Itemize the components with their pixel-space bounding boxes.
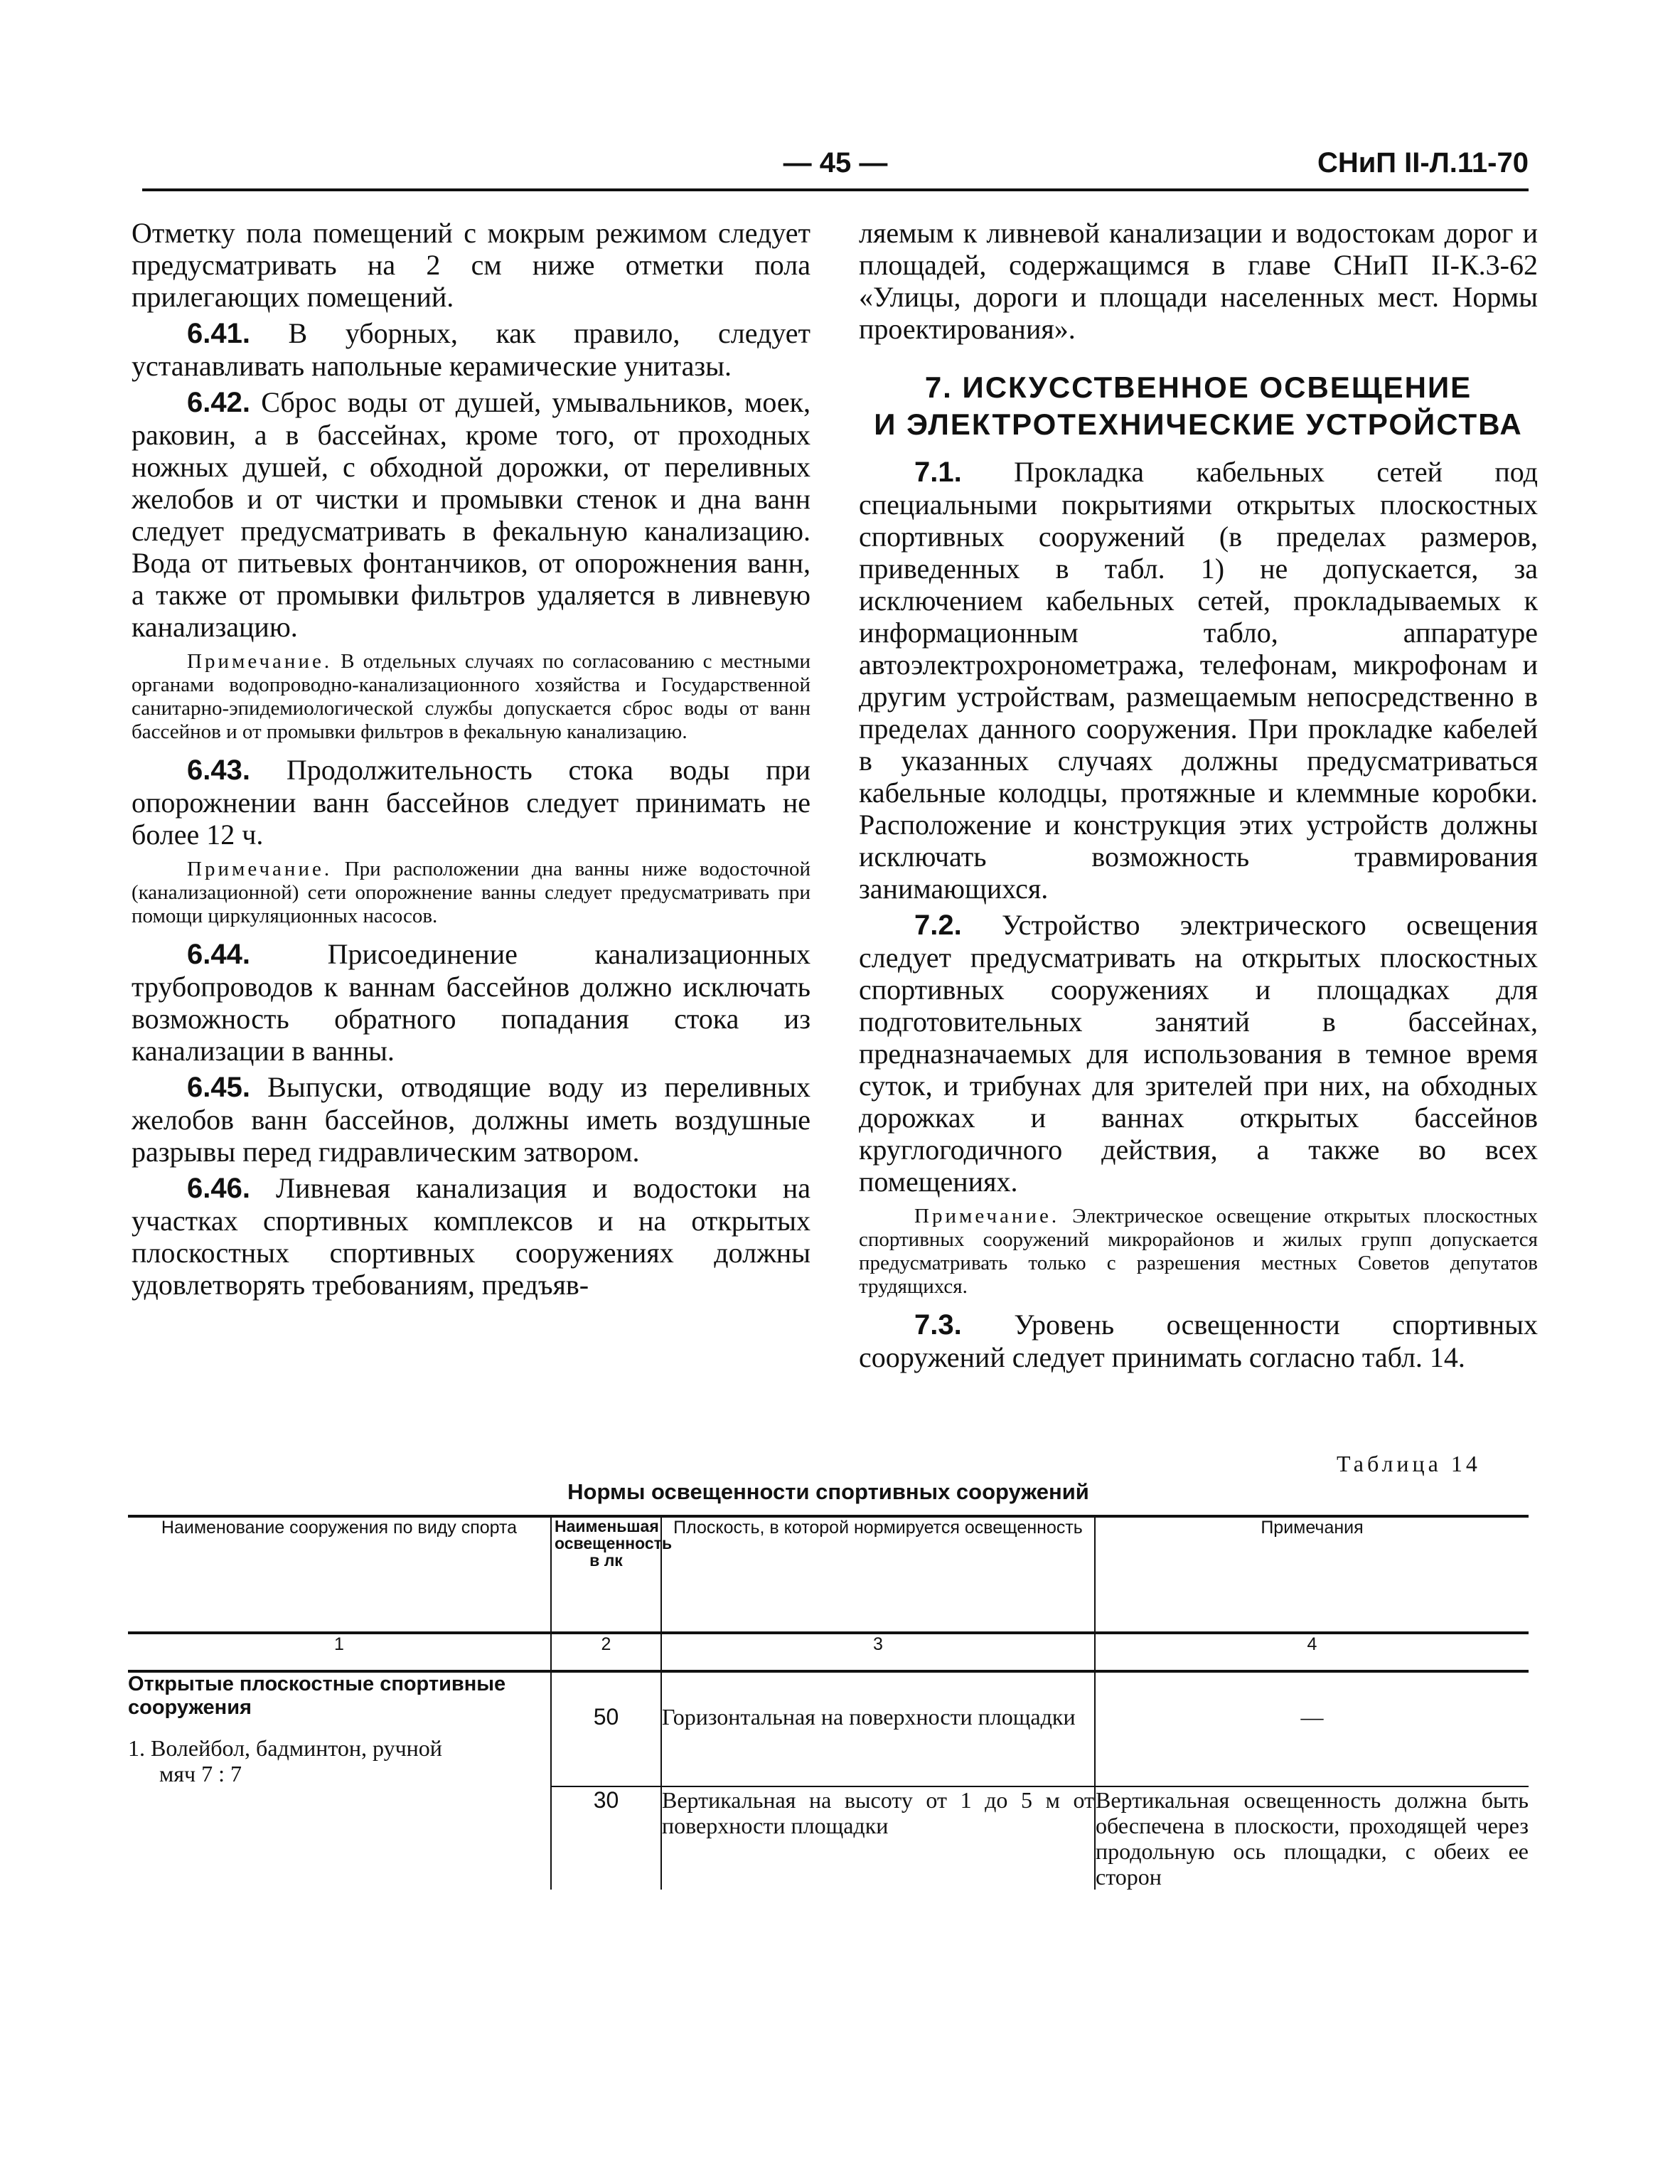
note-7-2 (859, 1205, 1538, 1299)
clause-text: Ливневая канализация и водостоки на участках спортивных комплексов и на открытых плоскостных спортивных сооружениях должны удовлетворять требованиям, предъяв- (132, 1172, 811, 1301)
table-header-row (128, 1516, 1529, 1633)
table-title: Нормы освещенности спортивных сооружений (567, 1479, 1089, 1504)
clause-number: 7.2. (914, 910, 962, 941)
lux-value: 50 (593, 1704, 619, 1730)
table-row (128, 1786, 1529, 1890)
clause-text: В уборных, как правило, следует устанавливать напольные керамические унитазы. (132, 317, 810, 382)
table-label: Таблица 14 (1337, 1451, 1481, 1476)
clause-text: Уровень освещенности спортивных сооружений следует принимать согласно табл. 14. (859, 1309, 1538, 1373)
document-code: СНиП II-Л.11-70 (1317, 147, 1529, 179)
paragraph-continuation: ляемым к ливневой канализации и водостокам дорог и площадей, содержащимся в главе СНиП II-К.3-62 «Улицы, дороги и площади населенных мест. Нормы проектирования». (859, 217, 1538, 345)
clause-text: Сброс воды от душей, умывальников, моек, раковин, а в бассейнах, кроме того, от проходных ножных душей, с обходной дорожки, от переливных желобов и от чистки и промывки стенок и дна ванн следует предусматривать в фекальную канализацию. Вода от питьевых фонтанчиков, от опорожнения ванн, а также от промывки фильтров удаляется в ливневую канализацию. (132, 386, 811, 643)
note-label: Примечание. (187, 858, 333, 880)
page-header (142, 139, 1529, 191)
table-cell-lux (551, 1671, 661, 1786)
clause-7-2 (859, 909, 1538, 1198)
clause-number: 6.43. (187, 755, 250, 786)
clause-text: Продолжительность стока воды при опорожнении ванн бассейнов следует принимать не более 12 ч. (132, 754, 810, 851)
note-text: В отдельных случаях по согласованию с местными органами водопроводно-канализационного хозяйства и Государственной санитарно-эпидемиологической службы допускается сброс воды от ванн бассейнов и от промывки фильтров в фекальную канализацию. (132, 650, 810, 743)
clause-6-41 (132, 317, 810, 382)
column-number: 4 (1095, 1633, 1529, 1671)
column-number: 1 (128, 1633, 551, 1671)
page-number: — 45 — (783, 147, 888, 179)
clause-text: Устройство электрического освещения следует предусматривать на открытых плоскостных спортивных сооружениях и площадках для подготовительных занятий в бассейнах, предназначаемых для использования в темное время суток, и трибунах для зрителей при них, на обходных дорожках и ваннах открытых бассейнов круглогодичного действия, а также во всех помещениях. (859, 909, 1538, 1198)
column-number: 2 (551, 1633, 661, 1671)
clause-6-45 (132, 1071, 810, 1168)
column-header: Примечания (1095, 1516, 1529, 1633)
lighting-norms-table (128, 1515, 1529, 1890)
note-label: Примечание. (187, 650, 333, 673)
table-cell-name (128, 1786, 551, 1890)
clause-number: 7.3. (914, 1309, 962, 1341)
note-text: Электрическое освещение открытых плоскостных спортивных сооружений микрорайонов и жилых групп допускается предусматривать только с разрешения местных Советов депутатов трудящихся. (859, 1205, 1538, 1298)
table-row (128, 1671, 1529, 1786)
table-cell-plane (661, 1671, 1095, 1786)
item-name (128, 1735, 550, 1786)
right-column (859, 217, 1538, 1378)
group-heading: Открытые плоскостные спортивные сооружения (128, 1673, 506, 1719)
paragraph-floor-level: Отметку пола помещений с мокрым режимом следует предусматривать на 2 см ниже отметки пола прилегающих помещений. (132, 217, 810, 313)
clause-7-3 (859, 1309, 1538, 1373)
clause-text: Прокладка кабельных сетей под специальными покрытиями открытых плоскостных спортивных сооружений (в пределах размеров, приведенных в табл. 1) не допускается, за исключением кабельных сетей, прокладываемых к информационным табло, аппаратуре автоэлектрохронометража, телефонам, микрофонам и другим устройствам, размещаемым непосредственно в пределах данного сооружения. При прокладке кабелей в указанных случаях должны предусматриваться кабельные колодцы, протяжные и клеммные коробки. Расположение и конструкция этих устройств должны исключать возможность травмирования занимающихся. (859, 456, 1538, 905)
plane-value: Горизонтальная на поверхности площадки (662, 1704, 1076, 1730)
left-column (132, 217, 810, 1305)
note-value: — (1300, 1704, 1324, 1730)
table-cell-note: Вертикальная освещенность должна быть обеспечена в плоскости, проходящей через продольную ось площадки, с обеих ее сторон (1096, 1787, 1529, 1890)
column-header: Плоскость, в которой нормируется освещенность (661, 1516, 1095, 1633)
clause-number: 6.45. (187, 1072, 250, 1103)
section-title-line-2: И ЭЛЕКТРОТЕХНИЧЕСКИЕ УСТРОЙСТВА (874, 407, 1523, 441)
clause-6-43 (132, 754, 810, 851)
column-header: Наименование сооружения по виду спорта (128, 1516, 551, 1633)
clause-6-46 (132, 1172, 810, 1301)
clause-7-1 (859, 456, 1538, 905)
column-header: Наименьшая освещенность в лк (551, 1516, 661, 1633)
column-number: 3 (661, 1633, 1095, 1671)
table-cell-lux: 30 (551, 1786, 661, 1890)
section-title-line-1: 7. ИСКУССТВЕННОЕ ОСВЕЩЕНИЕ (924, 371, 1472, 404)
clause-number: 7.1. (914, 457, 962, 488)
clause-number: 6.44. (187, 939, 250, 970)
item-name-line: мяч 7 : 7 (159, 1761, 242, 1786)
note-text: При расположении дна ванны ниже водосточной (канализационной) сети опорожнение ванны следует предусматривать при помощи циркуляционных насосов. (132, 858, 811, 927)
column-number-row (128, 1633, 1529, 1671)
clause-number: 6.41. (187, 318, 250, 349)
note-6-43 (132, 858, 810, 928)
table-cell-note (1095, 1671, 1529, 1786)
table-cell-name (128, 1671, 551, 1786)
section-title (859, 369, 1538, 443)
clause-number: 6.46. (187, 1173, 250, 1204)
item-name-line: 1. Волейбол, бадминтон, ручной (128, 1735, 442, 1761)
clause-6-42 (132, 386, 810, 643)
clause-text: Выпуски, отводящие воду из переливных желобов ванн бассейнов, должны иметь воздушные разрывы перед гидравлическим затвором. (132, 1071, 811, 1168)
clause-text: Присоединение канализационных трубопроводов к ваннам бассейнов должно исключать возможность обратного попадания стока из канализации в ванны. (132, 938, 811, 1067)
clause-6-44 (132, 938, 810, 1067)
table-cell-plane: Вертикальная на высоту от 1 до 5 м от поверхности площадки (661, 1786, 1095, 1890)
note-label: Примечание. (914, 1205, 1060, 1227)
clause-number: 6.42. (187, 387, 250, 418)
note-6-42 (132, 650, 810, 744)
